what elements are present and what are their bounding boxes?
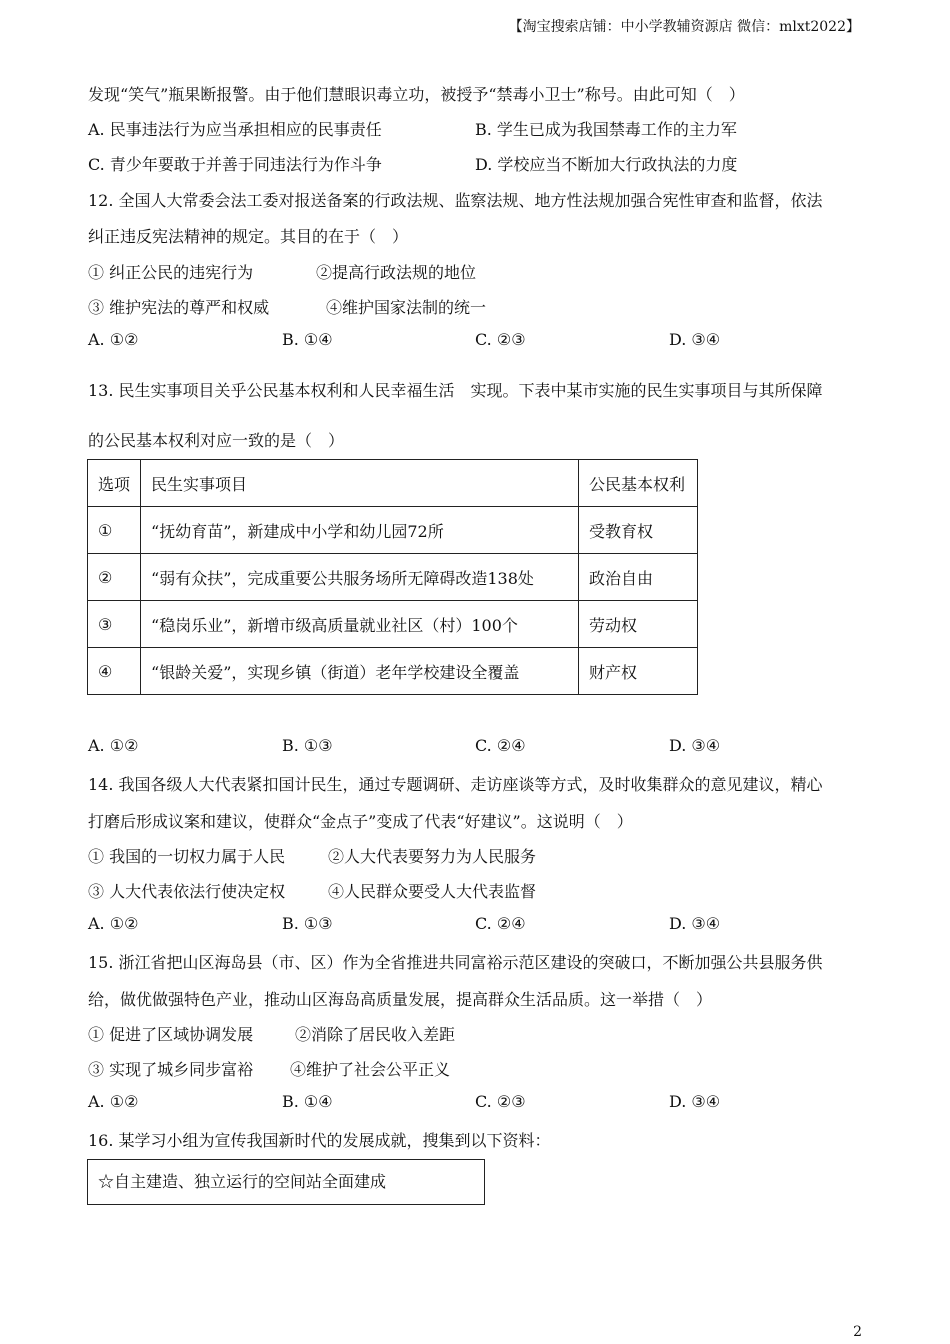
q14-option-b: B. ①③ [282, 914, 333, 933]
q12-option-b: B. ①④ [282, 330, 333, 349]
q11-option-a: A. 民事违法行为应当承担相应的民事责任 [88, 120, 382, 139]
q16-material-text: ☆自主建造、独立运行的空间站全面建成 [98, 1172, 387, 1191]
q15-option-b: B. ①④ [282, 1092, 333, 1111]
q12-item-4: ④维护国家法制的统一 [326, 298, 487, 317]
q14-option-d: D. ③④ [669, 914, 721, 933]
table-cell: “银龄关爱”，实现乡镇（街道）老年学校建设全覆盖 [141, 648, 579, 695]
table-cell: “弱有众扶”，完成重要公共服务场所无障碍改造138处 [141, 554, 579, 601]
q11-option-d: D. 学校应当不断加大行政执法的力度 [475, 155, 738, 174]
q13-option-a: A. ①② [88, 736, 139, 755]
table-cell: 政治自由 [579, 554, 698, 601]
table-cell: “稳岗乐业”，新增市级高质量就业社区（村）100个 [141, 601, 579, 648]
q15-item-2: ②消除了居民收入差距 [295, 1025, 456, 1044]
table-cell: ④ [88, 648, 141, 695]
table-cell: ③ [88, 601, 141, 648]
q14-option-a: A. ①② [88, 914, 139, 933]
q13-option-d: D. ③④ [669, 736, 721, 755]
q14-stem-line-1: 14. 我国各级人大代表紧扣国计民生，通过专题调研、走访座谈等方式，及时收集群众的意见建议，精心 [88, 775, 823, 794]
q11-stem: 发现“笑气”瓶果断报警。由于他们慧眼识毒立功，被授予“禁毒小卫士”称号。由此可知（ ） [88, 85, 745, 104]
rights-table [87, 459, 698, 695]
q12-option-c: C. ②③ [475, 330, 526, 349]
q12-item-1: ① 纠正公民的违宪行为 [88, 263, 254, 282]
q13-stem-line-2: 的公民基本权利对应一致的是（ ） [88, 431, 345, 450]
table-row [88, 601, 698, 648]
table-cell: 财产权 [579, 648, 698, 695]
q14-option-c: C. ②④ [475, 914, 526, 933]
q12-option-d: D. ③④ [669, 330, 721, 349]
table-row [88, 648, 698, 695]
q11-option-b: B. 学生已成为我国禁毒工作的主力军 [475, 120, 737, 139]
table-cell: “抚幼育苗”，新建成中小学和幼儿园72所 [141, 507, 579, 554]
page-header: 【淘宝搜索店铺：中小学教辅资源店 微信：mlxt2022】 [508, 19, 860, 35]
q12-item-3: ③ 维护宪法的尊严和权威 [88, 298, 270, 317]
q16-material-box [87, 1159, 485, 1205]
q12-stem-line-1: 12. 全国人大常委会法工委对报送备案的行政法规、监察法规、地方性法规加强合宪性审查和监督，依法 [88, 191, 823, 210]
header-cell-right: 公民基本权利 [579, 460, 698, 507]
table-cell: 受教育权 [579, 507, 698, 554]
q15-stem-line-2: 给，做优做强特色产业，推动山区海岛高质量发展，提高群众生活品质。这一举措（ ） [88, 990, 713, 1009]
header-cell-project: 民生实事项目 [141, 460, 579, 507]
table-row [88, 507, 698, 554]
q14-stem-line-2: 打磨后形成议案和建议，使群众“金点子”变成了代表“好建议”。这说明（ ） [88, 812, 633, 831]
header-cell-option: 选项 [88, 460, 141, 507]
table-cell: 劳动权 [579, 601, 698, 648]
q15-stem-line-1: 15. 浙江省把山区海岛县（市、区）作为全省推进共同富裕示范区建设的突破口，不断加强公共县服务供 [88, 953, 823, 972]
q13-option-b: B. ①③ [282, 736, 333, 755]
q12-item-2: ②提高行政法规的地位 [316, 263, 477, 282]
q16-stem: 16. 某学习小组为宣传我国新时代的发展成就，搜集到以下资料： [88, 1131, 551, 1150]
q13-option-c: C. ②④ [475, 736, 526, 755]
q15-option-a: A. ①② [88, 1092, 139, 1111]
q15-item-4: ④维护了社会公平正义 [290, 1060, 451, 1079]
table-cell: ② [88, 554, 141, 601]
table-row [88, 554, 698, 601]
q14-item-3: ③ 人大代表依法行使决定权 [88, 882, 286, 901]
q15-item-1: ① 促进了区域协调发展 [88, 1025, 254, 1044]
q15-item-3: ③ 实现了城乡同步富裕 [88, 1060, 254, 1079]
table-cell: ① [88, 507, 141, 554]
q13-stem-line-1: 13. 民生实事项目关乎公民基本权利和人民幸福生活 实现。下表中某市实施的民生实事项目与其所保障 [88, 381, 823, 400]
page-number: 2 [853, 1324, 862, 1340]
q12-stem-line-2: 纠正违反宪法精神的规定。其目的在于（ ） [88, 227, 409, 246]
table-header-row [88, 460, 698, 507]
q11-option-c: C. 青少年要敢于并善于同违法行为作斗争 [88, 155, 382, 174]
q15-option-d: D. ③④ [669, 1092, 721, 1111]
q12-option-a: A. ①② [88, 330, 139, 349]
q14-item-1: ① 我国的一切权力属于人民 [88, 847, 286, 866]
q15-option-c: C. ②③ [475, 1092, 526, 1111]
q14-item-4: ④人民群众要受人大代表监督 [328, 882, 537, 901]
q14-item-2: ②人大代表要努力为人民服务 [328, 847, 537, 866]
